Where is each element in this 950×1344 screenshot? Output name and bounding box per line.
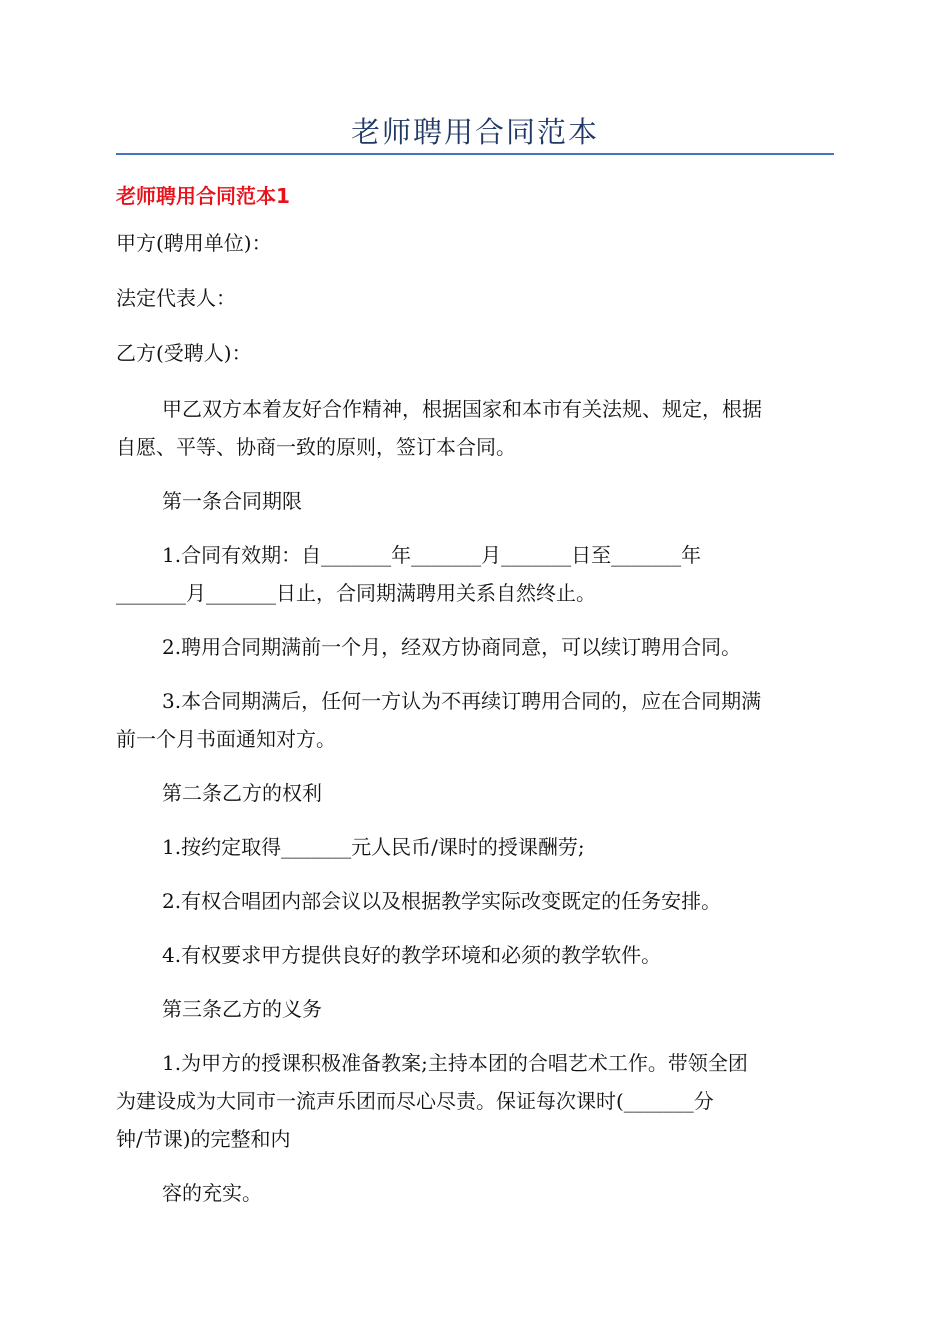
article-3-item-1-line-3: 钟/节课)的完整和内	[116, 1127, 291, 1151]
legal-rep-line: 法定代表人：	[116, 286, 236, 310]
article-2-item-2: 2.有权合唱团内部会议以及根据教学实际改变既定的任务安排。	[162, 889, 722, 913]
party-a-line: 甲方(聘用单位)：	[116, 231, 272, 255]
page-title: 老师聘用合同范本	[350, 115, 599, 149]
article-3-item-1-line-1: 1.为甲方的授课积极准备教案;主持本团的合唱艺术工作。带领全团	[162, 1051, 748, 1075]
article-2-item-4: 4.有权要求甲方提供良好的教学环境和必须的教学软件。	[162, 943, 662, 967]
preamble-line-1: 甲乙双方本着友好合作精神，根据国家和本市有关法规、规定，根据	[162, 397, 762, 421]
article-3-heading: 第三条乙方的义务	[162, 997, 322, 1021]
article-2-heading: 第二条乙方的权利	[162, 781, 322, 805]
preamble-line-2: 自愿、平等、协商一致的原则，签订本合同。	[116, 435, 516, 459]
article-1-item-1-line-1: 1.合同有效期：自_______年_______月_______日至_______年	[162, 543, 702, 567]
article-1-item-3-line-2: 前一个月书面通知对方。	[116, 727, 336, 751]
article-1-item-3-line-1: 3.本合同期满后，任何一方认为不再续订聘用合同的，应在合同期满	[162, 689, 762, 713]
title-divider	[116, 153, 834, 155]
section-heading: 老师聘用合同范本1	[116, 184, 290, 208]
article-3-item-1-line-2: 为建设成为大同市一流声乐团而尽心尽责。保证每次课时(_______分	[116, 1089, 714, 1113]
article-2-item-1: 1.按约定取得_______元人民币/课时的授课酬劳;	[162, 835, 585, 859]
article-3-item-1-continuation: 容的充实。	[162, 1181, 262, 1205]
article-1-item-2: 2.聘用合同期满前一个月，经双方协商同意，可以续订聘用合同。	[162, 635, 742, 659]
party-b-line: 乙方(受聘人)：	[116, 341, 252, 365]
article-1-heading: 第一条合同期限	[162, 489, 302, 513]
article-1-item-1-line-2: _______月_______日止，合同期满聘用关系自然终止。	[116, 581, 596, 605]
